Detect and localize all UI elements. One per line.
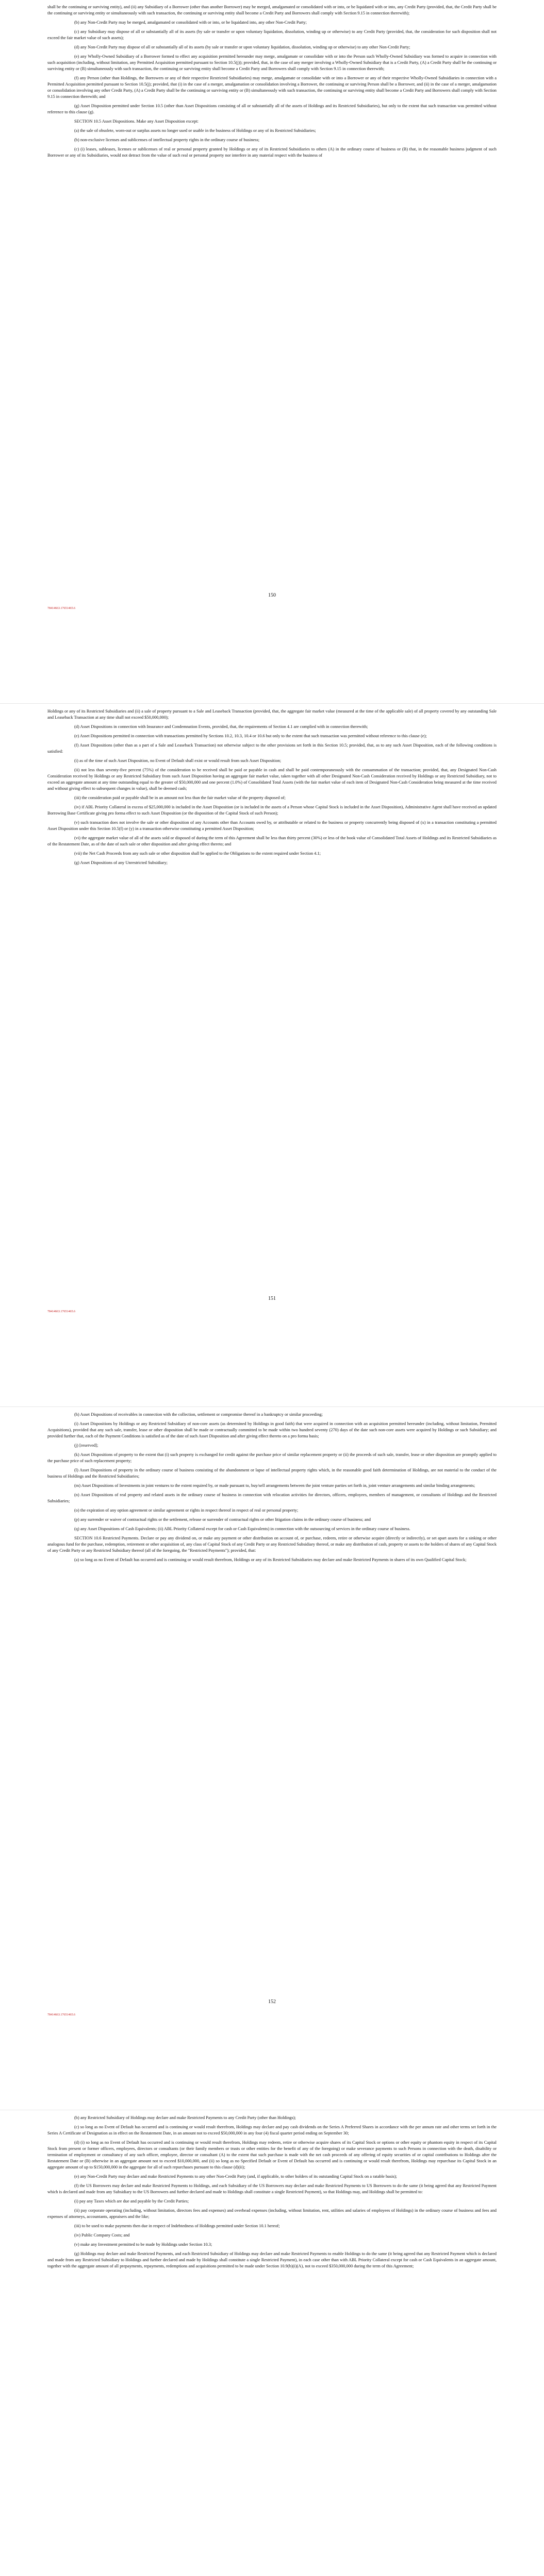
paragraph: (d) any Non-Credit Party may dispose of all or substantially all of its assets (by sale or transfer or upon voluntary liquidation, dissolution, winding up or otherwise) to any other Non-Credit Party; (74, 45, 410, 49)
paragraph: (g) Holdings may declare and make Restricted Payments, and each Restricted Subsidiary of Holdings may declare and make Restricted Payments to enable Holdings to do the same (it being agreed that any Restricted Payment which is declared and made from any Restricted Subsidiary to Holdings and further declared and made by Holdings shall constitute a single Restricted Payment), in each case other than with ABL Priority Collateral except for cash or Cash Equivalents in an aggregate amount, together with the aggregate amount of all prepayments, repayments, redemptions and acquisitions permitted to be made under Section 10.9(b)(i)(A), not to exceed $350,000,000 during the term of this Agreement; (47, 2251, 497, 2268)
paragraph: (b) any Non-Credit Party may be merged, amalgamated or consolidated with or into, or be liquidated into, any other Non-Credit Party; (74, 20, 307, 25)
paragraph: (f) any Person (other than Holdings, the Borrowers or any of their respective Restricted Subsidiaries) may merge, amalgamate or consolidate with or into a Borrower or any of their respective Wholly-Owned Subsidiaries in connection with a Permitted Acquisition permitted pursuant to Section 10.5(j); provided, that (i) in the case of a merger, amalgamation or consolidation involving a Borrower, the continuing or surviving Person shall be a Borrower, and (ii) in the case of a merger, amalgamation or consolidation involving any other Credit Party, (A) a Credit Party shall be the continuing or surviving entity or (B) simultaneously with such transaction, the continuing or surviving entity shall become a Credit Party and Borrowers shall comply with Section 9.15 in connection therewith; and (47, 76, 497, 99)
paragraph: (j) [reserved]; (74, 1443, 98, 1448)
paragraph: (f) the US Borrowers may declare and make Restricted Payments to Holdings, and each Subsidiary of the US Borrowers may declare and make Restricted Payments to US Borrowers to do the same (it being agreed that any Restricted Payment which is declared and made from any Subsidiary to the US Borrowers and further declared and made to Holdings shall constitute a single Restricted Payment), so that Holdings may, and Holdings shall be permitted to: (47, 2183, 497, 2194)
paragraph: (iii) to be used to make payments then due in respect of Indebtedness of Holdings permitted under Section 10.1 hereof; (74, 2224, 280, 2228)
paragraph: (c) any Subsidiary may dispose of all or substantially all of its assets (by sale or transfer or upon voluntary liquidation, dissolution, winding up or otherwise) to any Credit Party (provided, that, the consideration for such disposition shall not exceed the fair market value of such assets); (47, 29, 497, 40)
paragraph: (ii) pay corporate operating (including, without limitation, directors fees and expenses) and overhead expenses (including, without limitation, rent, utilities and salaries of employees of Holdings) in the ordinary course of business and fees and expenses of attorneys, accountants, appraisers and the like; (47, 2208, 497, 2219)
paragraph: (d) Asset Dispositions in connection with Insurance and Condemnation Events, provided, that, the requirements of Section 4.1 are complied with in connection therewith; (74, 724, 368, 729)
page-153 (0, 2110, 544, 2576)
paragraph: (v) such transaction does not involve the sale or other disposition of any Accounts other than Accounts owed by, or attributable or related to the business or property concurrently being disposed of (x) in a transaction constituting a permitted Asset Disposition under this Section 10.5(f) or (y) in a transaction otherwise constituting a permitted Asset Disposition; (47, 820, 497, 831)
page-number: 152 (268, 1999, 276, 2005)
paragraph: (a) the sale of obsolete, worn-out or surplus assets no longer used or usable in the business of Holdings or any of its Restricted Subsidiaries; (74, 128, 316, 133)
page-body (47, 708, 497, 869)
paragraph: (n) Asset Dispositions of real property and related assets in the ordinary course of business in connection with relocation activities for directors, officers, employees, members of management, or consultants of Holdings and the Restricted Subsidiaries; (47, 1493, 497, 1503)
paragraph: (ii) not less than seventy-five percent (75%) of the consideration to be received shall be paid or payable in cash and shall be paid contemporaneously with the consummation of the transaction; provided, that, any Designated Non-Cash Consideration received by Holdings or any Restricted Subsidiary from such Asset Disposition having an aggregate fair market value, taken together with all other Designated Non-Cash Consideration received by Holdings or any Restricted Subsidiary, not to exceed an aggregate amount at any time outstanding equal to the greater of $50,000,000 and one percent (1.0%) of Consolidated Total Assets (with the fair market value of each item of Designated Non-Cash Consideration being measured at the time received and without giving effect to subsequent changes in value), shall be deemed cash; (47, 768, 497, 791)
paragraph: shall be the continuing or surviving entity), and (ii) any Subsidiary of a Borrower (other than another Borrower) may be merged, amalgamated or consolidated with or into, or be liquidated with or into, any Credit Party (provided, that, the Credit Party shall be the continuing or surviving entity or simultaneously with such transaction, the continuing or surviving entity shall become a Credit Party and Borrowers shall comply with Section 9.15 in connection therewith); (47, 5, 497, 15)
paragraph: (iv) Public Company Costs; and (74, 2233, 130, 2238)
paragraph: (c) so long as no Event of Default has occurred and is continuing or would result therefrom, Holdings may declare and pay cash dividends on the Series A Preferred Shares in accordance with the per annum rate and other terms set forth in the Series A Certificate of Designation as in effect on the Restatement Date, in an amount not to exceed $50,000,000 in any four (4) fiscal quarter period ending on September 30; (47, 2125, 497, 2136)
paragraph: (f) Asset Dispositions (other than as a part of a Sale and Leaseback Transaction) not otherwise subject to the other provisions set forth in this Section 10.5; provided, that, as to any such Asset Disposition, each of the following conditions is satisfied: (47, 743, 497, 754)
paragraph: Holdings or any of its Restricted Subsidiaries and (ii) a sale of property pursuant to a Sale and Leaseback Transaction (provided, that, the aggregate fair market value (measured at the time of the applicable sale) of all property covered by any outstanding Sale and Leaseback Transaction at any time shall not exceed $50,000,000); (47, 709, 497, 720)
paragraph: (i) Asset Dispositions by Holdings or any Restricted Subsidiary of non-core assets (as determined by Holdings in good faith) that were acquired in connection with an acquisition permitted hereunder (including, without limitation, Permitted Acquisitions), provided that any such sale, transfer, lease or other disposition shall be made or contractually committed to be made within two hundred seventy (270) days of the date such non-core assets were acquired by Holdings or such Subsidiary; and provided further that, each of the Payment Conditions is satisfied as of the date of such Asset Disposition and after giving effect thereto on a pro forma basis; (47, 1421, 497, 1438)
section-heading: SECTION 10.6 Restricted Payments. Declare or pay any dividend on, or make any payment or other distribution on account of, or purchase, redeem, retire or otherwise acquire (directly or indirectly), or set apart assets for a sinking or other analogous fund for the purchase, redemption, retirement or other acquisition of, any class of Capital Stock of any Credit Party or any Restricted Subsidiary thereof, or make any distribution of cash, property or assets to the holders of shares of any Capital Stock of any Credit Party or any Restricted Subsidiary thereof (all of the foregoing, the "Restricted Payments"); provided, that: (47, 1536, 497, 1553)
paragraph: (k) Asset Dispositions of property to the extent that (i) such property is exchanged for credit against the purchase price of similar replacement property or (ii) the proceeds of such sale, transfer, lease or other disposition are promptly applied to the purchase price of such replacement property; (47, 1452, 497, 1463)
paragraph: (h) Asset Dispositions of receivables in connection with the collection, settlement or compromise thereof in a bankruptcy or similar proceeding; (74, 1412, 323, 1417)
paragraph: (vi) the aggregate market value of all of the assets sold or disposed of during the term of this Agreement shall be less than thirty percent (30%) or less of the book value of Consolidated Total Assets of Holdings and its Restricted Subsidiaries as of the Restatement Date, as of the date of such sale or other disposition and after giving effect thereto; and (47, 836, 497, 846)
page-number: 150 (268, 592, 276, 598)
doc-footer-id: 78414663.17651465.6 (47, 607, 75, 610)
section-heading: SECTION 10.5 Asset Dispositions. Make any Asset Disposition except: (74, 119, 199, 124)
paragraph: (iv) if ABL Priority Collateral in excess of $25,000,000 is included in the Asset Disposition (or is included in the assets of a Person whose Capital Stock is included in the Asset Disposition), Administrative Agent shall have received an updated Borrowing Base Certificate giving pro forma effect to such Asset Disposition (or the disposition of the Capital Stock of such Person); (47, 805, 497, 816)
paragraph: (m) Asset Dispositions of Investments in joint ventures to the extent required by, or made pursuant to, buy/sell arrangements between the joint venture parties set forth in, joint venture arrangements and similar binding arrangements; (74, 1483, 475, 1488)
paragraph: (e) any Non-Credit Party may declare and make Restricted Payments to any other Non-Credit Party (and, if applicable, to other holders of its outstanding Capital Stock on a ratable basis); (74, 2174, 397, 2179)
paragraph: (i) as of the time of such Asset Disposition, no Event of Default shall exist or would result from such Asset Disposition; (74, 758, 282, 763)
paragraph: (d) (i) so long as no Event of Default has occurred and is continuing or would result therefrom, Holdings may redeem, retire or otherwise acquire shares of its Capital Stock or options or other equity or phantom equity in respect of its Capital Stock from present or former officers, employees, directors or consultants (or their family members or trusts or other entities for the benefit of any of the foregoing) or make severance payments to such Persons in connection with the death, disability or termination of employment or consultancy of any such officer, employee, director or consultant (A) to the extent that such purchase is made with the net cash proceeds of any offering of equity securities of or capital contributions to Holdings after the Restatement Date or (B) otherwise in an aggregate amount not to exceed $10,000,000, and (ii) so long as no Specified Default or Event of Default has occurred and is continuing or would result therefrom, Holdings may repurchase its Capital Stock in an aggregate amount of up to $150,000,000 in the aggregate for all of such repurchases pursuant to this clause (d)(ii); (47, 2140, 497, 2170)
page-151 (0, 703, 544, 1406)
page-body (47, 2115, 497, 2273)
paragraph: (iii) the consideration paid or payable shall be in an amount not less than the fair market value of the property disposed of; (74, 795, 286, 800)
paragraph: (b) any Restricted Subsidiary of Holdings may declare and make Restricted Payments to any Credit Party (other than Holdings); (74, 2115, 296, 2120)
doc-footer-id: 78414663.17651465.6 (47, 1310, 75, 1313)
paragraph: (a) so long as no Event of Default has occurred and is continuing or would result therefrom, Holdings or any of its Restricted Subsidiaries may declare and make Restricted Payments in shares of its own Qualified Capital Stock; (74, 1557, 467, 1562)
page-body (47, 1412, 497, 1566)
paragraph: (o) the expiration of any option agreement or similar agreement or rights in respect thereof in respect of real or personal property; (74, 1508, 299, 1513)
paragraph: (vii) the Net Cash Proceeds from any such sale or other disposition shall be applied to the Obligations to the extent required under Section 4.1; (74, 851, 321, 856)
paragraph: (q) any Asset Dispositions of Cash Equivalents; (ii) ABL Priority Collateral except for cash or Cash Equivalents) in connection with the outsourcing of services in the ordinary course of business. (74, 1527, 410, 1531)
paragraph: (p) any surrender or waiver of contractual rights or the settlement, release or surrender of contractual rights or other litigation claims in the ordinary course of business; and (74, 1517, 371, 1522)
paragraph: (g) Asset Disposition permitted under Section 10.5 (other than Asset Dispositions consisting of all or substantially all of the assets of Holdings and its Restricted Subsidiaries), but only to the extent that such transaction was permitted without reference to this clause (g). (47, 104, 497, 114)
page-body (47, 4, 497, 162)
paragraph: (e) Asset Dispositions permitted in connection with transactions permitted by Sections 10.2, 10.3, 10.4 or 10.6 but only to the extent that such transaction was permitted without reference to this clause (e); (74, 734, 427, 738)
paragraph: (l) Asset Dispositions of property in the ordinary course of business consisting of the abandonment or lapse of intellectual property rights which, in the reasonable good faith determination of Holdings, are not material to the conduct of the business of Holdings and the Restricted Subsidiaries; (47, 1468, 497, 1479)
page-152 (0, 1406, 544, 2110)
paragraph: (e) any Wholly-Owned Subsidiary of a Borrower formed to effect any acquisition permitted hereunder may merge, amalgamate or consolidate with or into the Person such Wholly-Owned Subsidiary was formed to acquire in connection with such acquisition (including, without limitation, any Permitted Acquisition permitted pursuant to Section 10.5(j)); provided, that, in the case of any merger involving a Wholly-Owned Subsidiary that is a Credit Party, (A) a Credit Party shall be the continuing or surviving entity or (B) simultaneously with such transaction, the continuing or surviving entity shall become a Credit Party and Borrowers shall comply with Section 9.15 in connection therewith; (47, 54, 497, 71)
paragraph: (g) Asset Dispositions of any Unrestricted Subsidiary; (74, 860, 168, 865)
page-150 (0, 0, 544, 703)
paragraph: (c) (i) leases, subleases, licenses or sublicenses of real or personal property granted by Holdings or any of its Restricted Subsidiaries to others (A) in the ordinary course of business or (B) that, in the reasonable business judgment of such Borrower or any of its Subsidiaries, would not detract from the value of such real or personal property nor interfere in any material respect with the business of (47, 147, 497, 158)
paragraph: (v) make any Investment permitted to be made by Holdings under Section 10.3; (74, 2242, 212, 2247)
doc-footer-id: 78414663.17651465.6 (47, 2013, 75, 2016)
paragraph: (i) pay any Taxes which are due and payable by the Credit Parties; (74, 2199, 189, 2204)
page-number: 151 (268, 1296, 276, 1301)
paragraph: (b) non-exclusive licenses and sublicenses of intellectual property rights in the ordinary course of business; (74, 138, 260, 142)
